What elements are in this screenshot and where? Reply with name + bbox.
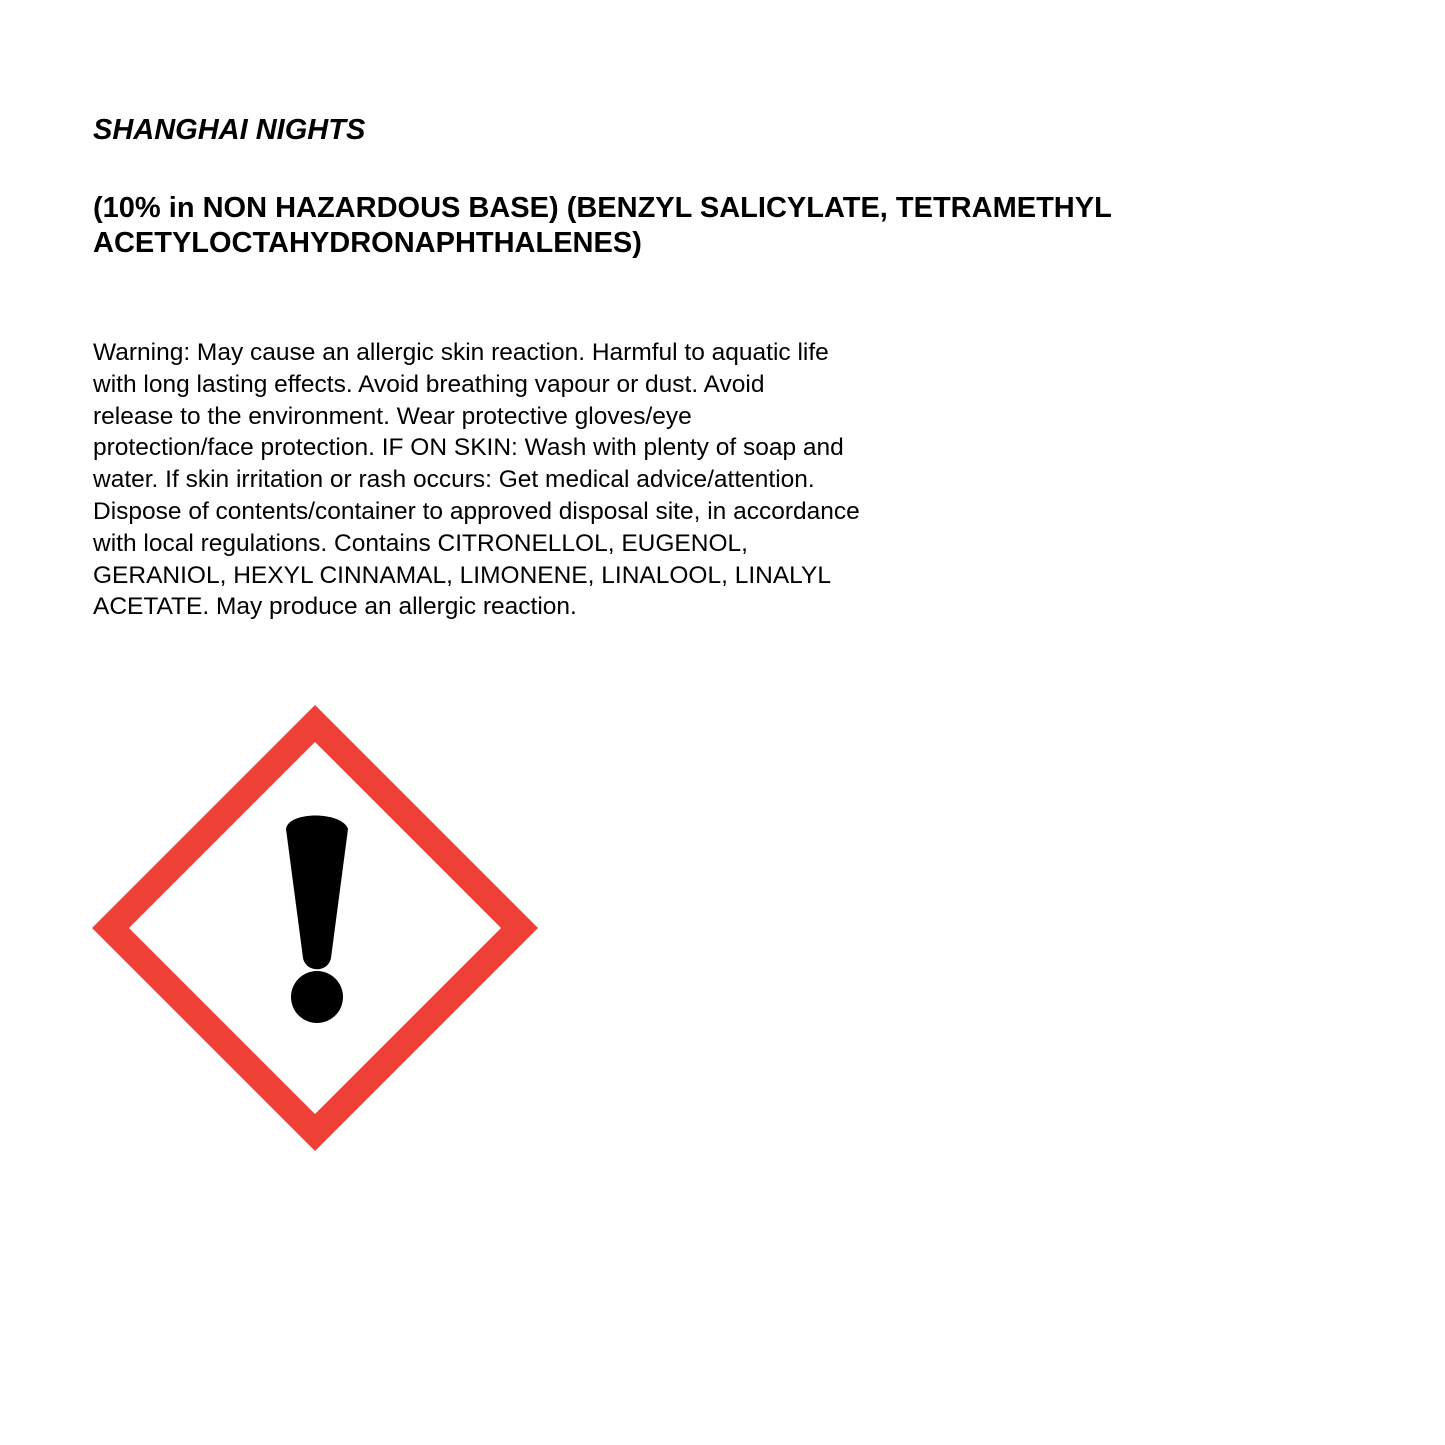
warning-line: with local regulations. Contains CITRONELLOL, EUGENOL, [93, 529, 748, 557]
hazard-components [93, 191, 1343, 261]
warning-line: ACETATE. May produce an allergic reaction. [93, 593, 577, 621]
hazard-components-line: ACETYLOCTAHYDRONAPHTHALENES) [93, 227, 642, 259]
warning-line: Dispose of contents/container to approved disposal site, in accordance [93, 497, 860, 525]
exclamation-mark-hazard-icon [92, 705, 538, 1151]
warning-line: with long lasting effects. Avoid breathing vapour or dust. Avoid [93, 370, 765, 398]
warning-line: water. If skin irritation or rash occurs: Get medical advice/attention. [93, 466, 815, 494]
product-name: SHANGHAI NIGHTS [93, 114, 366, 146]
warning-line: GERANIOL, HEXYL CINNAMAL, LIMONENE, LINALOOL, LINALYL [93, 561, 831, 589]
warning-line: protection/face protection. IF ON SKIN: Wash with plenty of soap and [93, 434, 844, 462]
warning-statement [93, 337, 993, 623]
warning-line: Warning: May cause an allergic skin reaction. Harmful to aquatic life [93, 339, 829, 366]
hazard-components-line: (10% in NON HAZARDOUS BASE) (BENZYL SALICYLATE, TETRAMETHYL [93, 192, 1112, 224]
warning-line: release to the environment. Wear protective gloves/eye [93, 402, 692, 430]
exclamation-dot [291, 971, 343, 1023]
